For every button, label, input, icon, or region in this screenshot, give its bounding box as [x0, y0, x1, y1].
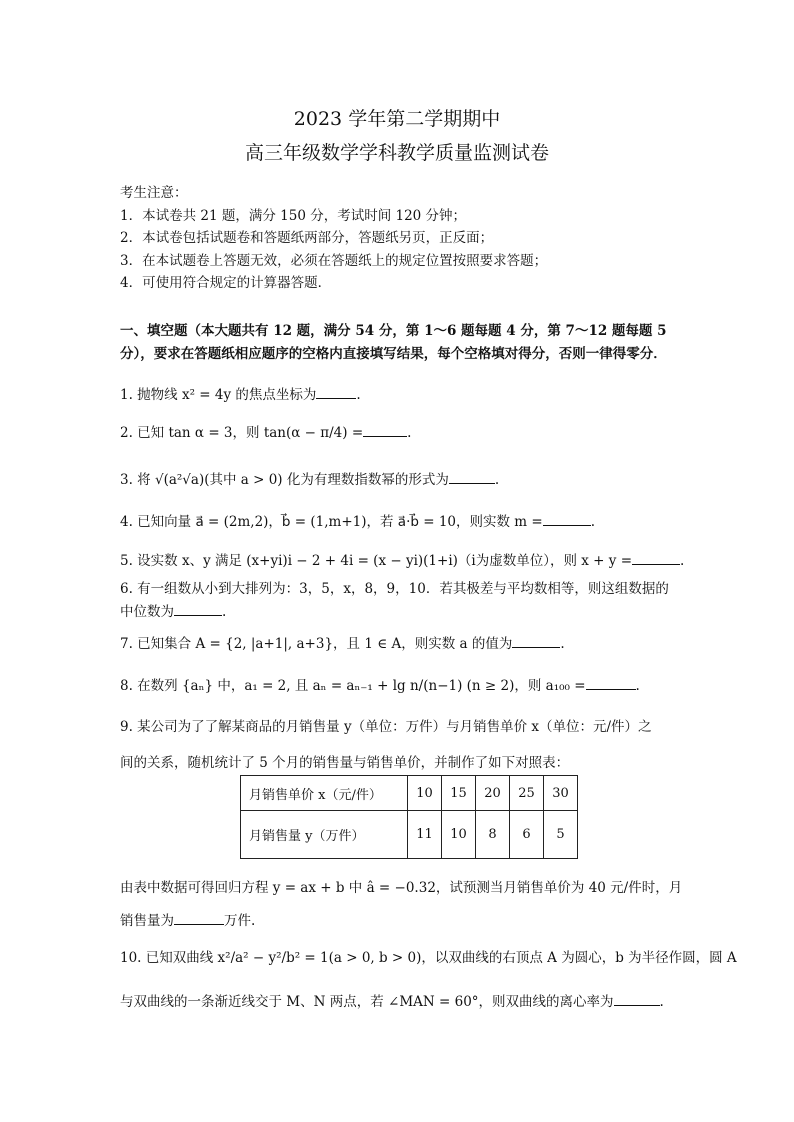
question-text: 2. 已知 tan α = 3，则 tan	[120, 425, 286, 441]
answer-blank[interactable]	[449, 471, 495, 484]
answer-blank[interactable]	[543, 513, 591, 526]
table-cell: 30	[544, 776, 578, 811]
table-cell: 8	[476, 811, 510, 859]
question-1: 1. 抛物线 x² = 4y 的焦点坐标为 .	[120, 387, 361, 403]
question-5: 5. 设实数 x、y 满足 (x+yi)i − 2 + 4i = (x − yi)(1+i)（i为虚数单位），则 x + y = .	[120, 553, 685, 569]
question-9-line1: 9. 某公司为了了解某商品的月销售量 y（单位：万件）与月销售单价 x（单位：元/件）之	[120, 719, 652, 735]
exam-title-line1: 2023 学年第二学期期中	[293, 108, 501, 130]
table-cell: 11	[408, 811, 442, 859]
question-text: (α − π/4) =	[285, 425, 364, 441]
question-2: 2. 已知 tan α = 3，则 tan(α − π/4) = .	[120, 425, 412, 441]
table-cell: 20	[476, 776, 510, 811]
table-row-label: 月销售量 y（万件）	[241, 811, 408, 859]
table-row	[241, 776, 578, 811]
question-4: 4. 已知向量 a⃗ = (2m,2)，b⃗ = (1,m+1)，若 a⃗·b⃗ = 10，则实数 m = .	[120, 514, 596, 530]
table-cell: 6	[510, 811, 544, 859]
table-cell: 15	[442, 776, 476, 811]
question-9-line2: 间的关系，随机统计了 5 个月的销售量与销售单价，并制作了如下对照表：	[120, 755, 570, 771]
answer-blank[interactable]	[614, 993, 660, 1006]
answer-blank[interactable]	[316, 386, 356, 399]
answer-blank[interactable]	[632, 552, 680, 565]
price-sales-table	[240, 775, 578, 859]
question-text: 5. 设实数 x、y 满足 (x+yi)i − 2 + 4i = (x − yi)(1+i)（i为虚数单位），则 x + y =	[120, 553, 633, 569]
question-text: 8. 在数列 {aₙ} 中，a₁ = 2, 且 aₙ = aₙ₋₁ + lg n/(n−1) (n ≥ 2)，则 a₁₀₀ =	[120, 678, 586, 694]
table-cell: 25	[510, 776, 544, 811]
table-cell: 5	[544, 811, 578, 859]
answer-blank[interactable]	[586, 677, 636, 690]
note-item: 4．可使用符合规定的计算器答题．	[120, 275, 332, 291]
question-text: 1. 抛物线 x² = 4y 的焦点坐标为	[120, 387, 317, 403]
question-text: 7. 已知集合 A = {2, |a+1|, a+3}，且 1 ∈ A，则实数 a 的值为	[120, 636, 513, 652]
table-cell: 10	[442, 811, 476, 859]
question-7: 7. 已知集合 A = {2, |a+1|, a+3}，且 1 ∈ A，则实数 a 的值为 .	[120, 636, 565, 652]
question-10-line1: 10. 已知双曲线 x²/a² − y²/b² = 1(a > 0, b > 0)，以双曲线的右顶点 A 为圆心，b 为半径作圆，圆 A	[120, 950, 737, 966]
question-text: 3. 将 √(a²√a)(其中 a > 0) 化为有理数指数幂的形式为	[120, 472, 449, 488]
note-item: 3．在本试题卷上答题无效，必须在答题纸上的规定位置按照要求答题；	[120, 252, 548, 269]
note-item: 2．本试卷包括试题卷和答题纸两部分，答题纸另页，正反面；	[120, 230, 494, 246]
question-9-line4	[120, 909, 255, 929]
answer-blank[interactable]	[363, 424, 407, 437]
question-text: 万件.	[224, 913, 256, 929]
question-6: 6. 有一组数从小到大排列为：3，5，x，8，9，10．若其极差与平均数相等，则这组数据的中位数为 .	[120, 581, 669, 620]
answer-blank[interactable]	[512, 635, 560, 648]
question-text: 销售量为	[120, 913, 174, 929]
section-title: 一、填空题（本大题共有 12 题，满分 54 分，第 1～6 题每题 4 分，第 7～12 题每题 5 分），要求在答题纸相应题序的空格内直接填写结果，每个空格填对得分，否则一律得零分．	[120, 323, 667, 362]
question-8: 8. 在数列 {aₙ} 中，a₁ = 2, 且 aₙ = aₙ₋₁ + lg n/(n−1) (n ≥ 2)，则 a₁₀₀ = .	[120, 678, 640, 694]
question-3: 3. 将 √(a²√a)(其中 a > 0) 化为有理数指数幂的形式为 .	[120, 472, 500, 488]
table-row-label: 月销售单价 x（元/件）	[241, 776, 408, 811]
answer-blank[interactable]	[174, 603, 222, 616]
notes-heading: 考生注意：	[120, 185, 188, 201]
note-item: 1．本试卷共 21 题，满分 150 分，考试时间 120 分钟；	[120, 207, 467, 224]
candidate-notes	[120, 182, 547, 295]
table-cell: 10	[408, 776, 442, 811]
question-text: 4. 已知向量 a⃗ = (2m,2)，b⃗ = (1,m+1)，若 a⃗·b⃗ = 10，则实数 m =	[120, 514, 543, 530]
question-text: 与双曲线的一条渐近线交于 M、N 两点，若 ∠MAN = 60°，则双曲线的离心率为	[120, 994, 614, 1010]
question-text: 6. 有一组数从小到大排列为：3，5，x，8，9，10．若其极差与平均数相等，则这组数据的中位数为	[120, 581, 669, 620]
table-row	[241, 811, 578, 859]
exam-title-line2: 高三年级数学学科教学质量监测试卷	[244, 142, 549, 164]
question-9-line3: 由表中数据可得回归方程 y = ax + b 中 â = −0.32，试预测当月销售单价为 40 元/件时，月	[120, 880, 683, 896]
question-10-line2: 与双曲线的一条渐近线交于 M、N 两点，若 ∠MAN = 60°，则双曲线的离心率为 .	[120, 994, 664, 1010]
answer-blank[interactable]	[174, 912, 224, 925]
